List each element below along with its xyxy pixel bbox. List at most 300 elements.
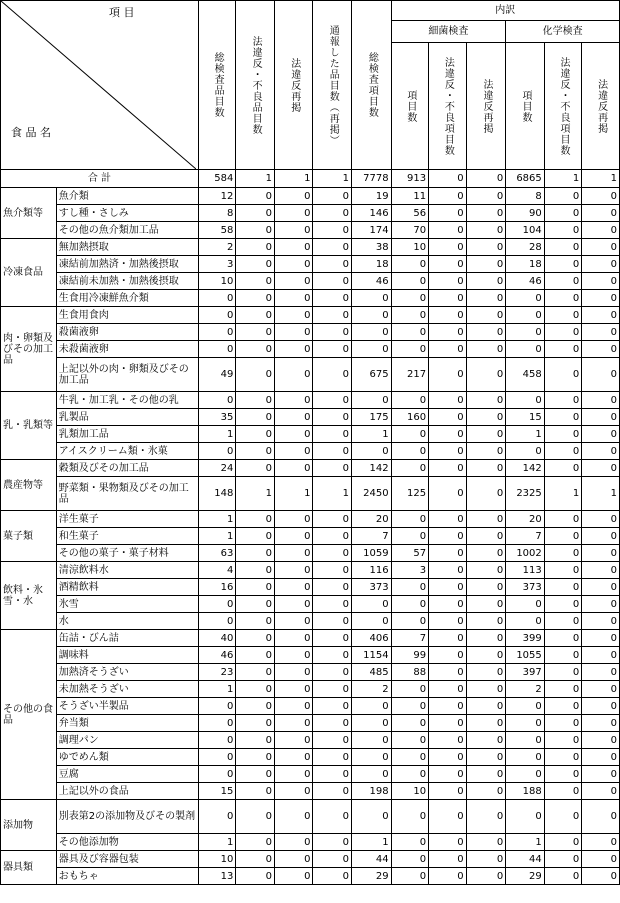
value-cell: 0 — [429, 732, 467, 749]
value-cell: 0 — [391, 766, 429, 783]
item-label: 洋生菓子 — [56, 511, 198, 528]
total-cell: 6865 — [506, 170, 545, 188]
value-cell: 0 — [582, 545, 620, 562]
value-cell: 10 — [198, 273, 236, 290]
item-label: 乳類加工品 — [56, 426, 198, 443]
item-label: 凍結前未加熱・加熱後摂取 — [56, 273, 198, 290]
value-cell: 0 — [429, 222, 467, 239]
table-row — [1, 681, 620, 698]
value-cell: 0 — [274, 273, 313, 290]
value-cell: 40 — [198, 630, 236, 647]
value-cell: 0 — [582, 868, 620, 885]
value-cell: 49 — [198, 358, 236, 392]
value-cell: 0 — [236, 222, 275, 239]
value-cell: 0 — [274, 664, 313, 681]
value-cell: 0 — [466, 188, 506, 205]
value-cell: 0 — [466, 358, 506, 392]
value-cell: 0 — [352, 596, 392, 613]
item-label: 生食用食肉 — [56, 307, 198, 324]
value-cell: 0 — [236, 749, 275, 766]
value-cell: 24 — [198, 460, 236, 477]
value-cell: 217 — [391, 358, 429, 392]
value-cell: 458 — [506, 358, 545, 392]
value-cell: 16 — [198, 579, 236, 596]
table-row — [1, 222, 620, 239]
value-cell: 0 — [274, 630, 313, 647]
value-cell: 0 — [506, 800, 545, 834]
value-cell: 0 — [313, 511, 352, 528]
value-cell: 0 — [582, 851, 620, 868]
value-cell: 0 — [313, 596, 352, 613]
value-cell: 8 — [506, 188, 545, 205]
total-cell: 0 — [429, 170, 467, 188]
value-cell: 0 — [198, 698, 236, 715]
value-cell: 0 — [506, 290, 545, 307]
total-cell: 1 — [274, 170, 313, 188]
value-cell: 23 — [198, 664, 236, 681]
value-cell: 0 — [236, 205, 275, 222]
value-cell: 0 — [544, 596, 582, 613]
value-cell: 0 — [544, 834, 582, 851]
value-cell: 0 — [544, 511, 582, 528]
item-label: 加熱済そうざい — [56, 664, 198, 681]
value-cell: 148 — [198, 477, 236, 511]
value-cell: 0 — [506, 324, 545, 341]
value-cell: 0 — [506, 443, 545, 460]
value-cell: 0 — [429, 392, 467, 409]
total-cell: 1 — [313, 170, 352, 188]
value-cell: 0 — [466, 324, 506, 341]
table-row — [1, 851, 620, 868]
value-cell: 0 — [544, 664, 582, 681]
value-cell: 1 — [506, 426, 545, 443]
value-cell: 1 — [352, 834, 392, 851]
value-cell: 0 — [582, 766, 620, 783]
table-row — [1, 834, 620, 851]
value-cell: 0 — [429, 868, 467, 885]
value-cell: 160 — [391, 409, 429, 426]
value-cell: 0 — [236, 511, 275, 528]
value-cell: 0 — [429, 647, 467, 664]
table-row — [1, 307, 620, 324]
value-cell: 0 — [274, 324, 313, 341]
item-label: その他の魚介類加工品 — [56, 222, 198, 239]
value-cell: 0 — [313, 290, 352, 307]
value-cell: 0 — [582, 834, 620, 851]
value-cell: 0 — [466, 341, 506, 358]
value-cell: 0 — [236, 443, 275, 460]
value-cell: 0 — [198, 443, 236, 460]
value-cell: 0 — [274, 528, 313, 545]
value-cell: 0 — [391, 698, 429, 715]
value-cell: 0 — [274, 596, 313, 613]
value-cell: 0 — [506, 392, 545, 409]
value-cell: 0 — [198, 307, 236, 324]
value-cell: 46 — [506, 273, 545, 290]
value-cell: 0 — [313, 579, 352, 596]
value-cell: 0 — [544, 222, 582, 239]
col-uchiwake: 内訳 — [391, 1, 619, 21]
value-cell: 0 — [582, 273, 620, 290]
value-cell: 0 — [313, 460, 352, 477]
value-cell: 1 — [274, 477, 313, 511]
col-b-viol: 法違反・不良項目数 — [429, 43, 467, 170]
value-cell: 0 — [429, 579, 467, 596]
value-cell: 28 — [506, 239, 545, 256]
item-label: 穀類及びその加工品 — [56, 460, 198, 477]
value-cell: 15 — [506, 409, 545, 426]
value-cell: 0 — [466, 647, 506, 664]
value-cell: 406 — [352, 630, 392, 647]
value-cell: 0 — [429, 239, 467, 256]
value-cell: 0 — [236, 239, 275, 256]
value-cell: 174 — [352, 222, 392, 239]
value-cell: 0 — [429, 426, 467, 443]
value-cell: 58 — [198, 222, 236, 239]
diagonal-line — [1, 1, 196, 169]
category-label: 魚介類等 — [1, 188, 57, 239]
value-cell: 0 — [313, 834, 352, 851]
table-row — [1, 630, 620, 647]
value-cell: 0 — [236, 358, 275, 392]
table-header — [1, 1, 620, 188]
value-cell: 1 — [544, 477, 582, 511]
table-row — [1, 409, 620, 426]
value-cell: 0 — [582, 205, 620, 222]
value-cell: 0 — [313, 749, 352, 766]
value-cell: 90 — [506, 205, 545, 222]
value-cell: 0 — [313, 800, 352, 834]
value-cell: 1059 — [352, 545, 392, 562]
value-cell: 0 — [544, 256, 582, 273]
value-cell: 0 — [429, 443, 467, 460]
value-cell: 0 — [274, 800, 313, 834]
value-cell: 0 — [429, 273, 467, 290]
value-cell: 0 — [274, 545, 313, 562]
value-cell: 7 — [352, 528, 392, 545]
value-cell: 399 — [506, 630, 545, 647]
value-cell: 0 — [352, 800, 392, 834]
value-cell: 4 — [198, 562, 236, 579]
table-row — [1, 341, 620, 358]
value-cell: 88 — [391, 664, 429, 681]
table-row — [1, 392, 620, 409]
value-cell: 44 — [506, 851, 545, 868]
value-cell: 0 — [429, 341, 467, 358]
value-cell: 35 — [198, 409, 236, 426]
value-cell: 0 — [429, 613, 467, 630]
value-cell: 0 — [582, 715, 620, 732]
value-cell: 0 — [313, 205, 352, 222]
value-cell: 0 — [274, 715, 313, 732]
value-cell: 63 — [198, 545, 236, 562]
table-row — [1, 273, 620, 290]
item-label: 無加熱摂取 — [56, 239, 198, 256]
value-cell: 0 — [466, 426, 506, 443]
value-cell: 0 — [198, 341, 236, 358]
value-cell: 0 — [274, 188, 313, 205]
value-cell: 0 — [313, 273, 352, 290]
value-cell: 0 — [198, 732, 236, 749]
value-cell: 0 — [466, 868, 506, 885]
value-cell: 0 — [391, 834, 429, 851]
item-label: 酒精飲料 — [56, 579, 198, 596]
value-cell: 0 — [544, 239, 582, 256]
item-label: 乳製品 — [56, 409, 198, 426]
value-cell: 29 — [352, 868, 392, 885]
value-cell: 0 — [582, 681, 620, 698]
value-cell: 0 — [274, 239, 313, 256]
value-cell: 0 — [429, 664, 467, 681]
value-cell: 0 — [352, 341, 392, 358]
value-cell: 0 — [506, 749, 545, 766]
table-row — [1, 562, 620, 579]
value-cell: 0 — [236, 579, 275, 596]
value-cell: 0 — [391, 596, 429, 613]
value-cell: 44 — [352, 851, 392, 868]
value-cell: 1 — [313, 477, 352, 511]
value-cell: 0 — [506, 715, 545, 732]
value-cell: 0 — [236, 613, 275, 630]
value-cell: 0 — [466, 579, 506, 596]
value-cell: 0 — [236, 562, 275, 579]
value-cell: 0 — [429, 256, 467, 273]
value-cell: 1 — [198, 426, 236, 443]
value-cell: 0 — [582, 341, 620, 358]
value-cell: 0 — [313, 324, 352, 341]
value-cell: 0 — [506, 698, 545, 715]
table-row — [1, 511, 620, 528]
total-cell: 1 — [582, 170, 620, 188]
item-label: 未加熱そうざい — [56, 681, 198, 698]
value-cell: 116 — [352, 562, 392, 579]
value-cell: 56 — [391, 205, 429, 222]
value-cell: 0 — [544, 681, 582, 698]
value-cell: 1 — [352, 426, 392, 443]
value-cell: 0 — [313, 715, 352, 732]
value-cell: 0 — [466, 307, 506, 324]
value-cell: 675 — [352, 358, 392, 392]
value-cell: 10 — [391, 239, 429, 256]
value-cell: 0 — [429, 783, 467, 800]
value-cell: 0 — [236, 783, 275, 800]
category-label: 飲料・氷雪・水 — [1, 562, 57, 630]
col-violation-items: 法違反・不良品目数 — [236, 1, 275, 170]
value-cell: 0 — [582, 664, 620, 681]
value-cell: 142 — [352, 460, 392, 477]
value-cell: 0 — [466, 460, 506, 477]
value-cell: 0 — [198, 392, 236, 409]
table-row — [1, 426, 620, 443]
item-label: アイスクリーム類・氷菓 — [56, 443, 198, 460]
category-label: 菓子類 — [1, 511, 57, 562]
value-cell: 1 — [198, 528, 236, 545]
value-cell: 0 — [466, 256, 506, 273]
value-cell: 0 — [198, 613, 236, 630]
value-cell: 1 — [506, 834, 545, 851]
value-cell: 0 — [391, 732, 429, 749]
table-row — [1, 256, 620, 273]
value-cell: 0 — [274, 256, 313, 273]
value-cell: 0 — [544, 732, 582, 749]
table-row — [1, 460, 620, 477]
item-label: 和生菓子 — [56, 528, 198, 545]
value-cell: 0 — [313, 664, 352, 681]
value-cell: 0 — [352, 766, 392, 783]
table-row — [1, 545, 620, 562]
value-cell: 0 — [352, 290, 392, 307]
table-row — [1, 664, 620, 681]
table-row — [1, 528, 620, 545]
value-cell: 0 — [274, 341, 313, 358]
value-cell: 2325 — [506, 477, 545, 511]
col-c-viol: 法違反・不良項目数 — [544, 43, 582, 170]
item-label: 調味料 — [56, 647, 198, 664]
value-cell: 0 — [274, 834, 313, 851]
table-row — [1, 477, 620, 511]
value-cell: 0 — [274, 562, 313, 579]
value-cell: 104 — [506, 222, 545, 239]
value-cell: 198 — [352, 783, 392, 800]
value-cell: 485 — [352, 664, 392, 681]
value-cell: 0 — [313, 698, 352, 715]
col-c-count: 項目数 — [506, 43, 545, 170]
value-cell: 0 — [352, 392, 392, 409]
value-cell: 0 — [466, 443, 506, 460]
value-cell: 20 — [352, 511, 392, 528]
value-cell: 10 — [391, 783, 429, 800]
item-label: 生食用冷凍鮮魚介類 — [56, 290, 198, 307]
header-corner — [1, 1, 199, 170]
value-cell: 0 — [391, 579, 429, 596]
value-cell: 0 — [544, 358, 582, 392]
value-cell: 0 — [429, 477, 467, 511]
total-cell: 913 — [391, 170, 429, 188]
value-cell: 0 — [236, 341, 275, 358]
value-cell: 0 — [466, 681, 506, 698]
col-repeat: 法違反再掲 — [274, 1, 313, 170]
table-row — [1, 698, 620, 715]
value-cell: 0 — [506, 766, 545, 783]
value-cell: 0 — [313, 851, 352, 868]
value-cell: 0 — [391, 749, 429, 766]
value-cell: 0 — [429, 715, 467, 732]
value-cell: 0 — [236, 256, 275, 273]
category-label: 肉・卵類及びその加工品 — [1, 307, 57, 392]
value-cell: 0 — [236, 307, 275, 324]
value-cell: 125 — [391, 477, 429, 511]
item-label: そうざい半製品 — [56, 698, 198, 715]
value-cell: 0 — [313, 681, 352, 698]
value-cell: 8 — [198, 205, 236, 222]
value-cell: 18 — [352, 256, 392, 273]
value-cell: 113 — [506, 562, 545, 579]
value-cell: 0 — [313, 766, 352, 783]
value-cell: 0 — [429, 290, 467, 307]
value-cell: 0 — [274, 698, 313, 715]
value-cell: 1 — [198, 511, 236, 528]
value-cell: 0 — [429, 528, 467, 545]
value-cell: 29 — [506, 868, 545, 885]
value-cell: 0 — [391, 715, 429, 732]
value-cell: 0 — [582, 443, 620, 460]
value-cell: 0 — [236, 715, 275, 732]
value-cell: 0 — [236, 647, 275, 664]
total-cell: 7778 — [352, 170, 392, 188]
value-cell: 0 — [391, 613, 429, 630]
value-cell: 0 — [466, 834, 506, 851]
value-cell: 0 — [236, 273, 275, 290]
item-label: 魚介類 — [56, 188, 198, 205]
table-row — [1, 324, 620, 341]
value-cell: 0 — [391, 307, 429, 324]
value-cell: 0 — [466, 613, 506, 630]
col-b-count: 項目数 — [391, 43, 429, 170]
value-cell: 0 — [352, 732, 392, 749]
category-label: 乳・乳類等 — [1, 392, 57, 460]
value-cell: 3 — [391, 562, 429, 579]
value-cell: 0 — [313, 732, 352, 749]
value-cell: 0 — [506, 732, 545, 749]
value-cell: 0 — [544, 630, 582, 647]
value-cell: 0 — [429, 511, 467, 528]
value-cell: 0 — [313, 562, 352, 579]
value-cell: 175 — [352, 409, 392, 426]
value-cell: 0 — [236, 460, 275, 477]
table-row — [1, 239, 620, 256]
item-label: おもちゃ — [56, 868, 198, 885]
value-cell: 0 — [582, 783, 620, 800]
value-cell: 0 — [236, 324, 275, 341]
table-row — [1, 358, 620, 392]
total-cell: 584 — [198, 170, 236, 188]
value-cell: 142 — [506, 460, 545, 477]
value-cell: 0 — [544, 715, 582, 732]
value-cell: 0 — [236, 426, 275, 443]
value-cell: 0 — [391, 290, 429, 307]
item-label: 凍結前加熱済・加熱後摂取 — [56, 256, 198, 273]
header-shokuhinmei: 食 品 名 — [11, 126, 51, 139]
value-cell: 0 — [466, 290, 506, 307]
table-row — [1, 766, 620, 783]
col-c-repeat: 法違反再掲 — [582, 43, 620, 170]
value-cell: 0 — [544, 528, 582, 545]
value-cell: 0 — [429, 324, 467, 341]
value-cell: 0 — [313, 307, 352, 324]
value-cell: 0 — [582, 562, 620, 579]
value-cell: 0 — [544, 766, 582, 783]
item-label: 上記以外の肉・卵類及びその加工品 — [56, 358, 198, 392]
value-cell: 15 — [198, 783, 236, 800]
value-cell: 0 — [313, 188, 352, 205]
value-cell: 2 — [198, 239, 236, 256]
value-cell: 0 — [236, 630, 275, 647]
item-label: その他添加物 — [56, 834, 198, 851]
value-cell: 0 — [466, 545, 506, 562]
value-cell: 0 — [198, 715, 236, 732]
value-cell: 0 — [466, 664, 506, 681]
value-cell: 0 — [313, 358, 352, 392]
value-cell: 0 — [274, 647, 313, 664]
value-cell: 0 — [429, 800, 467, 834]
value-cell: 0 — [506, 341, 545, 358]
value-cell: 0 — [544, 698, 582, 715]
value-cell: 2 — [506, 681, 545, 698]
item-label: すし種・さしみ — [56, 205, 198, 222]
table-row — [1, 715, 620, 732]
value-cell: 0 — [236, 851, 275, 868]
value-cell: 0 — [466, 528, 506, 545]
